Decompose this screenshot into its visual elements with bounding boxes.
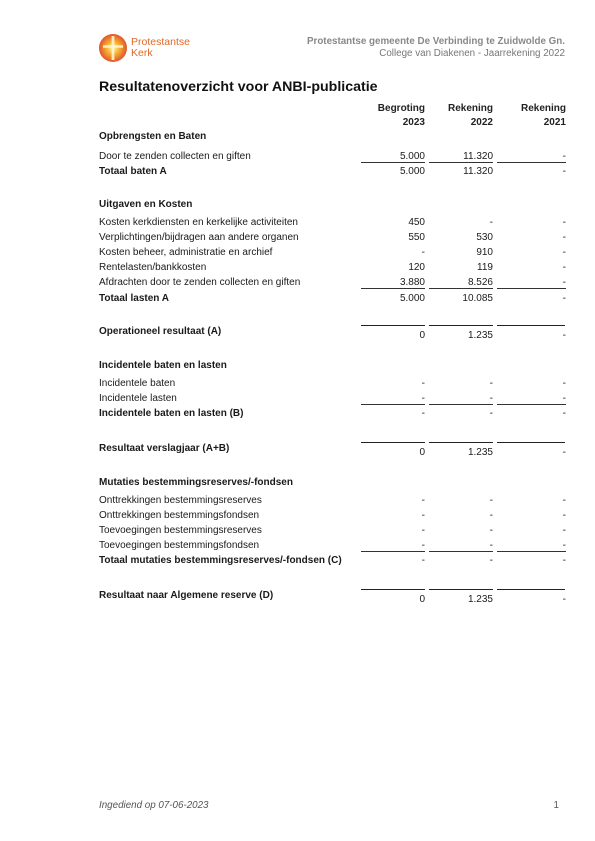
cell-rekening-2021: - <box>562 594 566 605</box>
cell-rekening-2022: 1.235 <box>467 594 493 605</box>
table-row <box>99 216 567 231</box>
cell-rekening-2021: - <box>562 262 566 273</box>
row-label: Totaal baten A <box>99 166 167 177</box>
page-number: 1 <box>553 800 559 811</box>
column-header-line2: 2022 <box>470 117 493 128</box>
result-row-algemene-reserve <box>99 589 567 604</box>
cell-begroting-2023: 0 <box>419 447 425 458</box>
cell-begroting-2023: - <box>361 393 425 405</box>
table-row <box>99 246 567 261</box>
page-title: Resultatenoverzicht voor ANBI-publicatie <box>99 79 378 95</box>
logo-line1: Protestantse <box>131 36 190 48</box>
page-header <box>307 36 565 60</box>
cell-rekening-2021: - <box>497 540 566 552</box>
row-label: Verplichtingen/bijdragen aan andere organen <box>99 232 299 243</box>
section-heading-label: Opbrengsten en Baten <box>99 131 207 142</box>
cell-rekening-2022: 11.320 <box>463 166 493 177</box>
column-header-rekening-2022 <box>429 102 493 130</box>
cell-rekening-2021: - <box>562 330 566 341</box>
cell-rekening-2021: - <box>497 151 566 163</box>
cell-rekening-2022: - <box>489 555 493 566</box>
cell-rekening-2021: - <box>562 293 566 304</box>
cell-begroting-2023: - <box>421 555 425 566</box>
table-row <box>99 524 567 539</box>
cell-rekening-2021: - <box>562 408 566 419</box>
cell-rekening-2022: - <box>489 408 493 419</box>
logo-line2: Kerk <box>131 47 153 59</box>
cell-rekening-2022: - <box>489 525 493 536</box>
row-label: Totaal lasten A <box>99 293 170 304</box>
cell-rekening-2021: - <box>562 166 566 177</box>
result-row-verslagjaar <box>99 442 567 457</box>
row-label: Afdrachten door te zenden collecten en giften <box>99 277 301 288</box>
cell-begroting-2023: - <box>421 247 425 258</box>
protestantse-kerk-logo-icon <box>98 33 128 63</box>
table-row <box>99 509 567 524</box>
cell-begroting-2023: - <box>421 510 425 521</box>
row-label: Rentelasten/bankkosten <box>99 262 207 273</box>
table-row <box>99 276 567 291</box>
column-header-begroting-2023 <box>361 102 425 130</box>
cell-begroting-2023: - <box>361 540 425 552</box>
cell-begroting-2023: 550 <box>408 232 425 243</box>
row-label: Onttrekkingen bestemmingsreserves <box>99 495 262 506</box>
cell-rekening-2022: 10.085 <box>462 293 493 304</box>
row-label: Toevoegingen bestemmingsreserves <box>99 525 262 536</box>
table-row <box>99 377 567 392</box>
cell-rekening-2022: - <box>429 540 493 552</box>
section-heading-baten <box>99 130 567 145</box>
cell-rekening-2021: - <box>562 495 566 506</box>
cell-begroting-2023: - <box>421 495 425 506</box>
logo <box>98 33 218 63</box>
cell-rekening-2021: - <box>562 555 566 566</box>
cell-rekening-2021: - <box>497 277 566 289</box>
row-label: Door te zenden collecten en giften <box>99 151 251 162</box>
row-label: Incidentele lasten <box>99 393 177 404</box>
logo-text <box>131 37 190 59</box>
table-row <box>99 231 567 246</box>
cell-begroting-2023: 0 <box>419 330 425 341</box>
cell-rekening-2022: 1.235 <box>467 447 493 458</box>
cell-rekening-2021: - <box>562 247 566 258</box>
cell-rekening-2022: - <box>429 393 493 405</box>
cell-rekening-2022: 530 <box>476 232 493 243</box>
row-label: Toevoegingen bestemmingsfondsen <box>99 540 260 551</box>
cell-begroting-2023: - <box>421 525 425 536</box>
table-row <box>99 392 567 407</box>
submission-date: Ingediend op 07-06-2023 <box>99 800 209 811</box>
cell-rekening-2021: - <box>562 217 566 228</box>
cell-begroting-2023: 120 <box>408 262 425 273</box>
row-label: Operationeel resultaat (A) <box>99 326 222 337</box>
cell-begroting-2023: 3.880 <box>361 277 425 289</box>
table-row <box>99 261 567 276</box>
document-subtitle: College van Diakenen - Jaarrekening 2022 <box>379 48 565 59</box>
section-heading-incidenteel <box>99 359 567 374</box>
column-header-line1: Rekening <box>447 103 493 114</box>
section-heading-label: Incidentele baten en lasten <box>99 360 227 371</box>
cell-rekening-2021: - <box>562 525 566 536</box>
cell-begroting-2023: 5.000 <box>399 166 425 177</box>
section-heading-label: Mutaties bestemmingsreserves/-fondsen <box>99 477 293 488</box>
cell-rekening-2022: 119 <box>477 262 493 273</box>
cell-rekening-2022: 8.526 <box>429 277 493 289</box>
total-row-baten <box>99 165 567 180</box>
result-row-operationeel <box>99 325 567 340</box>
column-header-rekening-2021 <box>497 102 566 130</box>
total-row-incidenteel <box>99 407 567 422</box>
table-row <box>99 150 567 165</box>
cell-begroting-2023: 5.000 <box>399 293 425 304</box>
total-row-lasten <box>99 292 567 307</box>
cell-begroting-2023: 0 <box>419 594 425 605</box>
organization-name: Protestantse gemeente De Verbinding te Zuidwolde Gn. <box>306 36 565 47</box>
section-heading-lasten <box>99 198 567 213</box>
row-label: Kosten beheer, administratie en archief <box>99 247 273 258</box>
cell-rekening-2021: - <box>562 447 566 458</box>
cell-begroting-2023: 450 <box>408 217 425 228</box>
row-label: Kosten kerkdiensten en kerkelijke activiteiten <box>99 217 298 228</box>
cell-rekening-2022: - <box>489 495 493 506</box>
column-header-line2: 2021 <box>543 117 566 128</box>
table-row <box>99 494 567 509</box>
cell-rekening-2022: 11.320 <box>429 151 493 163</box>
column-header-line2: 2023 <box>402 117 425 128</box>
row-label: Incidentele baten <box>99 378 176 389</box>
cell-rekening-2022: - <box>489 510 493 521</box>
cell-rekening-2021: - <box>562 378 566 389</box>
column-header-line1: Rekening <box>520 103 566 114</box>
cell-rekening-2022: - <box>489 217 493 228</box>
cell-rekening-2022: 910 <box>476 247 493 258</box>
table-row <box>99 539 567 554</box>
row-label: Incidentele baten en lasten (B) <box>99 408 244 419</box>
row-label: Onttrekkingen bestemmingsfondsen <box>99 510 260 521</box>
column-header-line1: Begroting <box>377 103 425 114</box>
cell-begroting-2023: - <box>421 408 425 419</box>
cell-rekening-2022: 1.235 <box>467 330 493 341</box>
cell-rekening-2021: - <box>562 232 566 243</box>
row-label: Totaal mutaties bestemmingsreserves/-fondsen (C) <box>99 555 342 566</box>
cell-begroting-2023: 5.000 <box>361 151 425 163</box>
cell-rekening-2022: - <box>489 378 493 389</box>
section-heading-mutaties <box>99 476 567 491</box>
cell-rekening-2021: - <box>562 510 566 521</box>
section-heading-label: Uitgaven en Kosten <box>99 199 193 210</box>
cell-rekening-2021: - <box>497 393 566 405</box>
cell-begroting-2023: - <box>421 378 425 389</box>
row-label: Resultaat verslagjaar (A+B) <box>99 443 230 454</box>
total-row-mutaties <box>99 554 567 569</box>
row-label: Resultaat naar Algemene reserve (D) <box>99 590 274 601</box>
